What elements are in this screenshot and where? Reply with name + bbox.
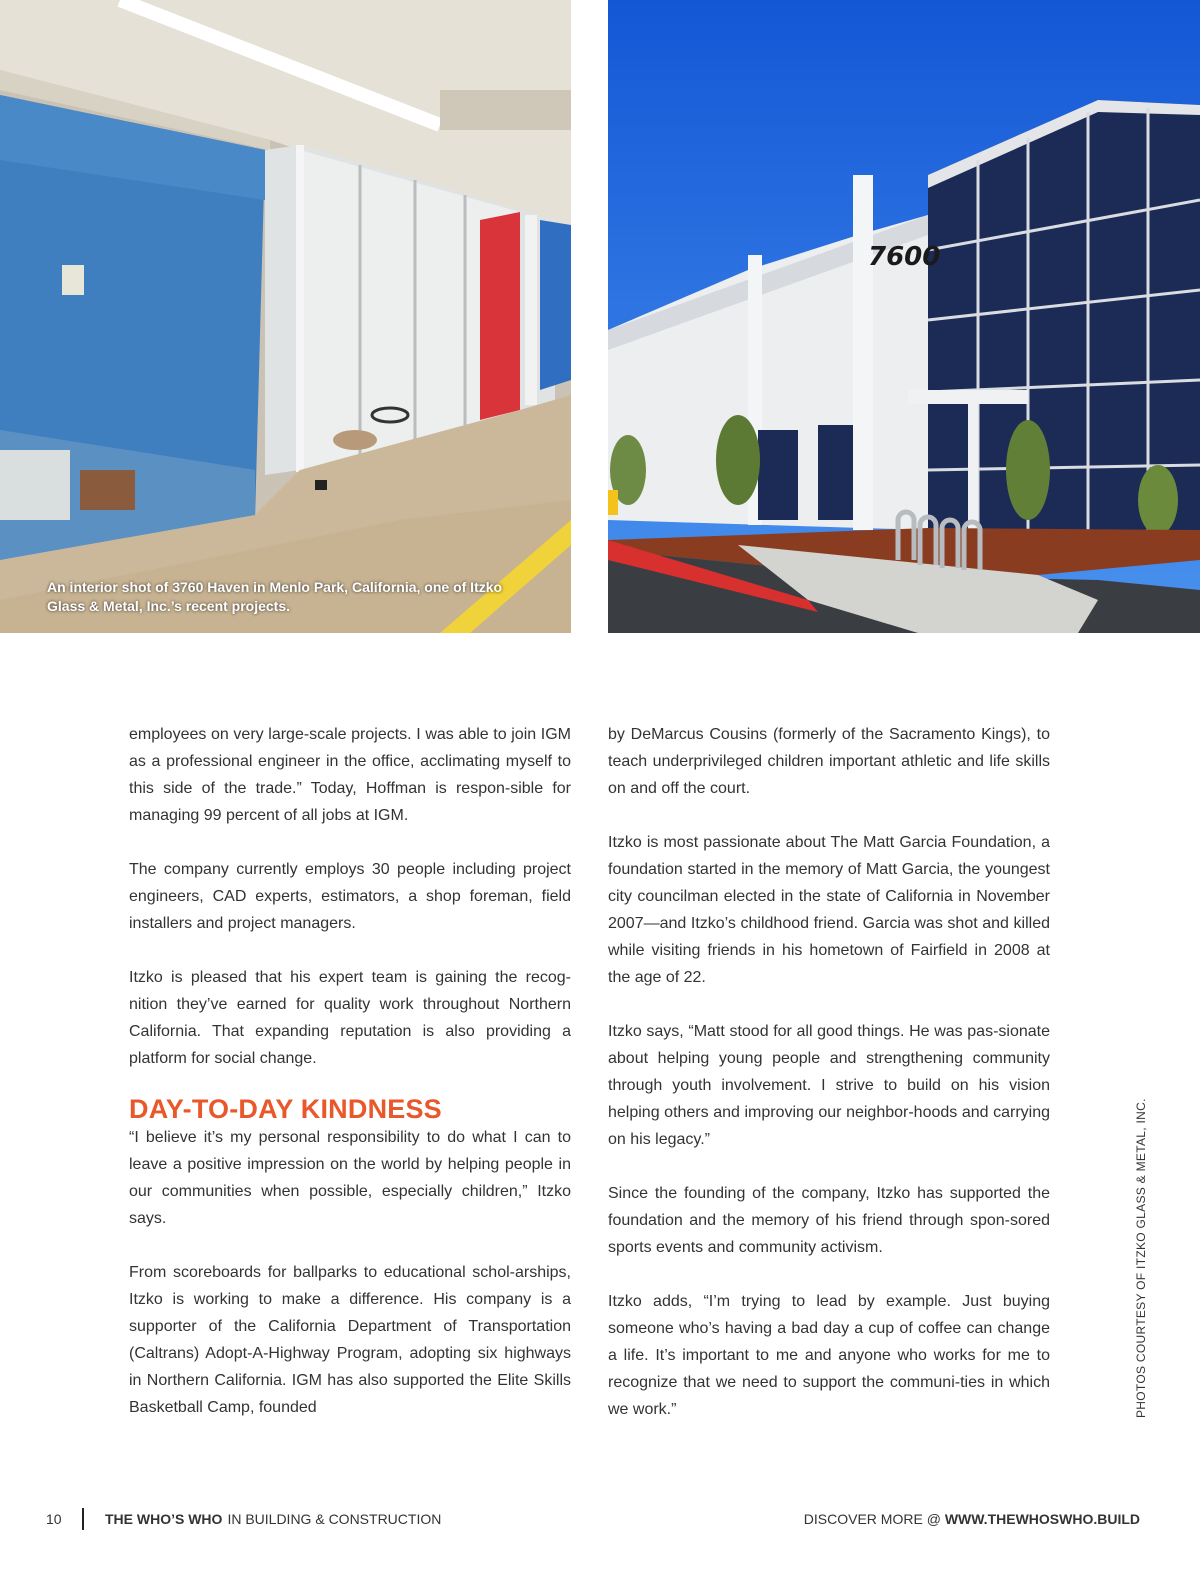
building-number: 7600 xyxy=(868,242,941,272)
paragraph: From scoreboards for ballparks to educational schol-arships, Itzko is working to make a difference. His company is a supporter of the California Department of Transportation (Caltrans) Adopt-A-Highway Program, adopting six highways in Northern California. IGM has also supported the Elite Skills Basketball Camp, founded xyxy=(129,1264,571,1416)
section-heading: DAY-TO-DAY KINDNESS xyxy=(129,1094,442,1124)
interior-photo-illustration xyxy=(0,0,571,633)
footer-discover xyxy=(804,1508,1140,1530)
article-right-column xyxy=(608,721,1050,1450)
paragraph: The company currently employs 30 people including project engineers, CAD experts, estimators, a shop foreman, field installers and project managers. xyxy=(129,861,571,932)
page-number: 10 xyxy=(46,1511,62,1527)
building-photo xyxy=(608,0,1200,633)
photo-credit: PHOTOS COURTESY OF ITZKO GLASS & METAL, INC. xyxy=(1134,1098,1148,1418)
article-left-column xyxy=(129,721,571,1448)
website-link[interactable]: WWW.THEWHOSWHO.BUILD xyxy=(944,1511,1140,1527)
footer-divider xyxy=(82,1508,84,1530)
paragraph: employees on very large-scale projects. I was able to join IGM as a professional engineer in the office, acclimating myself to this side of the trade.” Today, Hoffman is respon-sible for managing 99 percent of all jobs at IGM. xyxy=(129,726,571,824)
paragraph: “I believe it’s my personal responsibility to do what I can to leave a positive impression on the world by helping people in our communities when possible, especially children,” Itzko says. xyxy=(129,1129,571,1227)
footer-publication xyxy=(46,1508,441,1530)
discover-prefix: DISCOVER MORE @ xyxy=(803,1511,941,1527)
paragraph: Itzko says, “Matt stood for all good things. He was pas-sionate about helping young people and strengthening community through youth involvement. I strive to build on his vision helping others and improving our neighbor-hoods and carrying on his legacy.” xyxy=(608,1023,1050,1148)
paragraph: Itzko is pleased that his expert team is gaining the recog-nition they’ve earned for quality work throughout Northern California. That expanding reputation is also providing a platform for social change. xyxy=(129,969,571,1067)
paragraph: Since the founding of the company, Itzko has supported the foundation and the memory of his friend through spon-sored sports events and community activism. xyxy=(608,1185,1050,1256)
photo-caption: An interior shot of 3760 Haven in Menlo Park, California, one of Itzko Glass & Metal, Inc.’s recent projects. xyxy=(47,579,503,614)
paragraph: Itzko adds, “I’m trying to lead by example. Just buying someone who’s having a bad day a cup of coffee can change a life. It’s important to me and anyone who works for me to recognize that we need to support the communi-ties in which we work.” xyxy=(608,1293,1050,1418)
paragraph: by DeMarcus Cousins (formerly of the Sacramento Kings), to teach underprivileged children important athletic and life skills on and off the court. xyxy=(608,726,1050,797)
paragraph: Itzko is most passionate about The Matt Garcia Foundation, a foundation started in the memory of Matt Garcia, the youngest city councilman elected in the state of California in November 2007—and Itzko’s childhood friend. Garcia was shot and killed while visiting friends in his hometown of Fairfield in 2008 at the age of 22. xyxy=(608,834,1050,986)
interior-photo xyxy=(0,0,571,633)
publication-subtitle: IN BUILDING & CONSTRUCTION xyxy=(227,1511,442,1527)
building-photo-illustration xyxy=(608,0,1200,633)
publication-name: THE WHO’S WHO xyxy=(105,1511,223,1527)
